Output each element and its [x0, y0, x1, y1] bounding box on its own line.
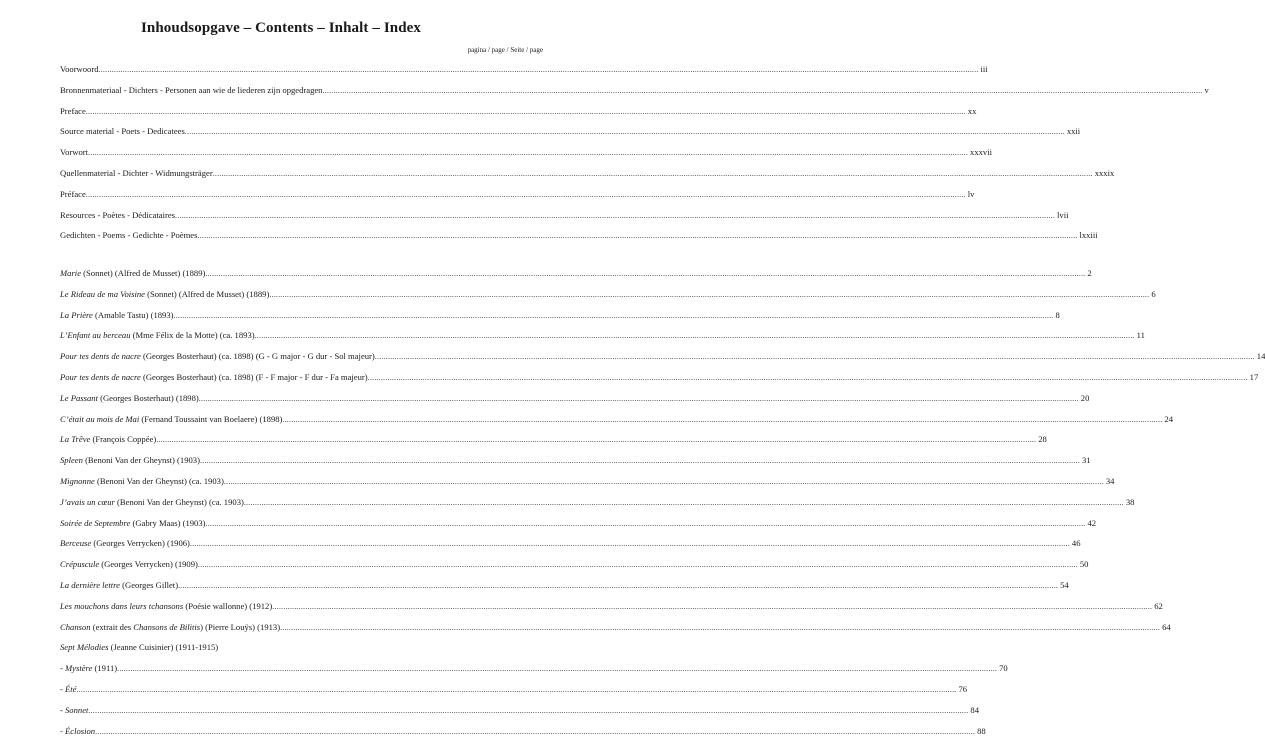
toc-entry	[60, 168, 1115, 180]
entry-title	[60, 168, 213, 178]
dot-leader: ................................................................................................................................................................................................................................................................................................................................................................................................................	[223, 477, 1104, 486]
dot-leader: ................................................................................................................................................................................................................................................................................................................................................................................................................	[254, 331, 1135, 341]
work-title: J’avais un cœur	[60, 496, 115, 507]
entry-title	[60, 580, 178, 590]
page-number: 2	[1087, 268, 1092, 278]
entry-title	[60, 126, 185, 136]
work-title: Sept Mélodies	[60, 642, 109, 653]
page-number: xxii	[1066, 126, 1081, 137]
work-title: La Trêve	[60, 434, 91, 445]
page-title: Inhoudsopgave – Contents – Inhalt – Index	[140, 20, 421, 36]
toc-entry	[60, 455, 1091, 467]
work-title: Marie	[60, 268, 82, 278]
work-title: - Mystère	[60, 663, 93, 674]
entry-text: (Jeanne Cuisinier) (1911-1915)	[108, 642, 219, 653]
dot-leader: ................................................................................................................................................................................................................................................................................................................................................................................................................	[198, 393, 1079, 403]
toc-entry	[60, 330, 1145, 342]
toc-entry	[60, 580, 1069, 592]
dot-leader: ................................................................................................................................................................................................................................................................................................................................................................................................................	[156, 435, 1037, 445]
page-number: 88	[977, 725, 986, 736]
toc-entry	[60, 84, 1209, 97]
dot-leader: ................................................................................................................................................................................................................................................................................................................................................................................................................	[184, 127, 1065, 137]
page-number: xxxvii	[970, 147, 992, 158]
work-title: Chansons de Bilitis	[133, 621, 201, 632]
entry-title	[60, 64, 99, 74]
page-number: lvii	[1057, 209, 1069, 220]
entry-title	[60, 538, 190, 548]
toc-entry	[60, 559, 1089, 571]
entry-text: (Amable Tastu) (1893)	[92, 309, 174, 320]
dot-leader: ................................................................................................................................................................................................................................................................................................................................................................................................................	[199, 456, 1080, 466]
work-title: Berceuse	[60, 538, 92, 549]
entry-title	[60, 705, 88, 715]
entry-text: (Georges Gillet)	[119, 580, 179, 590]
page-number: 11	[1136, 330, 1145, 341]
entry-text: (Benoni Van der Gheynst) (ca. 1903)	[114, 496, 244, 507]
entry-text: Gedichten - Poems - Gedichte - Poèmes	[60, 230, 198, 241]
work-title: Spleen	[60, 455, 83, 466]
page-column-label: pagina / page / Seite / page	[467, 46, 543, 54]
toc-entry	[60, 476, 1115, 488]
work-title: Pour tes dents de nacre	[60, 372, 141, 382]
entry-title	[60, 106, 86, 116]
dot-leader: ................................................................................................................................................................................................................................................................................................................................................................................................................	[178, 581, 1059, 590]
toc-entry	[60, 309, 1060, 322]
page-number: 14	[1256, 351, 1265, 362]
page-number: 24	[1164, 413, 1173, 424]
entry-title	[60, 230, 197, 240]
entry-title	[60, 476, 224, 486]
dot-leader: ................................................................................................................................................................................................................................................................................................................................................................................................................	[117, 664, 998, 674]
toc-entry	[60, 517, 1097, 530]
page-number: lxxiii	[1079, 230, 1098, 241]
toc-entry	[60, 64, 988, 76]
page-number: 31	[1081, 455, 1091, 466]
page-number: 42	[1087, 517, 1097, 528]
entry-text: (Fernand Toussaint van Boelaere) (1898)	[139, 413, 283, 424]
entry-text: (Benoni Van der Gheynst) (1903)	[82, 455, 200, 466]
dot-leader: ................................................................................................................................................................................................................................................................................................................................................................................................................	[374, 352, 1255, 362]
dot-leader: ................................................................................................................................................................................................................................................................................................................................................................................................................	[280, 622, 1161, 632]
entry-text: (Georges Verrycken) (1906)	[91, 538, 190, 549]
toc-entry	[60, 434, 1047, 446]
page-number: iii	[980, 64, 988, 74]
toc-entry	[60, 704, 979, 717]
page-number: v	[1204, 84, 1209, 95]
dot-leader: ................................................................................................................................................................................................................................................................................................................................................................................................................	[367, 373, 1248, 382]
entry-title	[60, 310, 174, 320]
work-title: Crépuscule	[60, 559, 100, 570]
page-number: 28	[1038, 434, 1047, 445]
toc-entry	[60, 538, 1081, 550]
dot-leader: ................................................................................................................................................................................................................................................................................................................................................................................................................	[88, 148, 969, 158]
dot-leader: ................................................................................................................................................................................................................................................................................................................................................................................................................	[282, 414, 1163, 424]
entry-text: Bronnenmateriaal - Dichters - Personen aan wie de liederen zijn opgedragen	[60, 84, 323, 95]
entry-text: Voorwoord	[60, 64, 99, 74]
toc-entry	[60, 684, 968, 696]
entry-text: (Gabry Maas) (1903)	[130, 517, 206, 528]
toc-entry	[60, 351, 1265, 363]
work-title: - Été	[60, 684, 77, 694]
entry-text: (Benoni Van der Gheynst) (ca. 1903)	[94, 476, 224, 486]
entry-text: (Georges Verrycken) (1909)	[99, 559, 198, 570]
entry-title	[60, 210, 175, 220]
toc-entry	[60, 725, 986, 738]
work-title: - Éclosion	[60, 725, 96, 736]
dot-leader: ................................................................................................................................................................................................................................................................................................................................................................................................................	[175, 210, 1056, 220]
entry-title	[60, 330, 255, 340]
entry-title	[60, 622, 280, 632]
entry-title	[60, 189, 86, 199]
entry-title	[60, 497, 244, 507]
entry-text: Preface	[60, 105, 86, 116]
page-number: 54	[1060, 580, 1069, 590]
entry-text: (1911)	[92, 663, 118, 674]
work-title: La dernière lettre	[60, 580, 120, 590]
entry-title	[60, 147, 88, 157]
page-number: lv	[967, 188, 975, 199]
entry-text: (Poésie wallonne) (1912)	[183, 600, 273, 611]
toc-entry	[60, 642, 526, 654]
page-number: 34	[1105, 476, 1115, 486]
entry-title	[60, 601, 272, 611]
page-number: 46	[1071, 538, 1081, 549]
dot-leader: ................................................................................................................................................................................................................................................................................................................................................................................................................	[197, 560, 1078, 570]
work-title: Le Passant	[60, 392, 98, 403]
dot-leader: ................................................................................................................................................................................................................................................................................................................................................................................................................	[85, 106, 966, 116]
entry-text: Source material - Poets - Dedicatees	[60, 126, 185, 137]
entry-text: ) (Pierre Louÿs) (1913)	[200, 621, 281, 632]
page-number: 76	[958, 684, 968, 694]
work-title: C’était au mois de Mai	[60, 413, 140, 424]
work-title: Les mouchons dans leurs tchansons	[60, 600, 184, 611]
work-title: Pour tes dents de nacre	[60, 351, 141, 362]
toc-entry	[60, 413, 1173, 426]
work-title: Soirée de Septembre	[60, 517, 131, 528]
toc-entry	[60, 288, 1156, 301]
dot-leader: ................................................................................................................................................................................................................................................................................................................................................................................................................	[272, 601, 1153, 611]
entry-title	[60, 642, 218, 652]
entry-text: (Georges Bosterhaut) (ca. 1898) (G - G major - G dur - Sol majeur)	[140, 351, 375, 362]
dot-leader: ................................................................................................................................................................................................................................................................................................................................................................................................................	[243, 497, 1124, 507]
entry-title	[60, 518, 206, 528]
dot-leader: ................................................................................................................................................................................................................................................................................................................................................................................................................	[197, 231, 1078, 241]
toc-entry	[60, 496, 1135, 509]
entry-text: Vorwort	[60, 147, 89, 158]
entry-title	[60, 559, 198, 569]
entry-title	[60, 434, 156, 444]
entry-title	[60, 289, 269, 299]
entry-text: (Sonnet) (Alfred de Musset) (1889)	[81, 268, 206, 278]
page-number: 50	[1079, 559, 1089, 570]
toc-entry	[60, 372, 1259, 384]
page-number: 64	[1162, 621, 1171, 632]
entry-title	[60, 455, 200, 465]
entry-text: (Mme Félix de la Motte) (ca. 1893)	[130, 330, 255, 341]
entry-title	[60, 351, 375, 361]
dot-leader: ................................................................................................................................................................................................................................................................................................................................................................................................................	[205, 269, 1086, 278]
page-number: 17	[1249, 372, 1259, 382]
entry-text: (extrait des	[90, 621, 134, 632]
entry-text: (Georges Bosterhaut) (1898)	[97, 392, 199, 403]
toc-entry	[60, 600, 1163, 613]
entry-title	[60, 726, 95, 736]
entry-title	[60, 393, 199, 403]
entry-text: (Sonnet) (Alfred de Musset) (1889)	[144, 288, 270, 299]
entry-title	[60, 684, 76, 694]
page-number: 62	[1154, 600, 1163, 611]
toc-entry	[60, 209, 1069, 222]
page-number: 84	[970, 704, 979, 715]
page-number: 70	[999, 663, 1008, 674]
dot-leader: ................................................................................................................................................................................................................................................................................................................................................................................................................	[322, 85, 1203, 95]
entry-title	[60, 372, 368, 382]
page-number: 8	[1055, 309, 1060, 320]
page-number: xxxix	[1094, 168, 1115, 178]
toc-entry	[60, 188, 975, 201]
work-title: Chanson	[60, 621, 91, 632]
dot-leader: ................................................................................................................................................................................................................................................................................................................................................................................................................	[98, 65, 979, 74]
entry-title	[60, 414, 282, 424]
page-number: 6	[1151, 288, 1156, 299]
work-title: Le Rideau de ma Voisine	[60, 288, 145, 299]
toc-entry	[60, 230, 1098, 242]
toc-entry	[60, 126, 1081, 138]
dot-leader: ................................................................................................................................................................................................................................................................................................................................................................................................................	[269, 289, 1150, 299]
work-title: La Prière	[60, 309, 93, 320]
work-title: Mignonne	[60, 476, 95, 486]
entry-text: Quellenmaterial - Dichter - Widmungsträger	[60, 168, 213, 178]
entry-title	[60, 268, 205, 278]
entry-text: Préface	[60, 188, 86, 199]
dot-leader: ................................................................................................................................................................................................................................................................................................................................................................................................................	[95, 726, 976, 736]
page-number: 20	[1080, 392, 1090, 403]
entry-text: Resources - Poètes - Dédicataires	[60, 209, 176, 220]
page-number: xx	[967, 105, 977, 116]
dot-leader: ................................................................................................................................................................................................................................................................................................................................................................................................................	[85, 189, 966, 199]
entry-title	[60, 663, 117, 673]
toc-entry	[60, 621, 1171, 634]
dot-leader: ................................................................................................................................................................................................................................................................................................................................................................................................................	[88, 705, 969, 715]
toc-entry	[60, 268, 1092, 280]
page-number: 38	[1125, 496, 1135, 507]
toc-entry	[60, 147, 992, 159]
toc-entry	[60, 663, 1008, 675]
entry-text: (François Coppée)	[90, 434, 157, 445]
dot-leader: ................................................................................................................................................................................................................................................................................................................................................................................................................	[173, 310, 1054, 320]
work-title: L’Enfant au berceau	[60, 330, 131, 341]
work-title: - Sonnet	[60, 704, 89, 715]
entry-text: (Georges Bosterhaut) (ca. 1898) (F - F major - F dur - Fa majeur)	[140, 372, 368, 382]
toc-entry	[60, 392, 1090, 405]
dot-leader: ................................................................................................................................................................................................................................................................................................................................................................................................................	[189, 539, 1070, 549]
toc-entry	[60, 105, 977, 118]
entry-title	[60, 85, 322, 95]
dot-leader: ................................................................................................................................................................................................................................................................................................................................................................................................................	[205, 518, 1086, 528]
dot-leader: ................................................................................................................................................................................................................................................................................................................................................................................................................	[212, 169, 1093, 178]
dot-leader: ................................................................................................................................................................................................................................................................................................................................................................................................................	[76, 685, 957, 694]
